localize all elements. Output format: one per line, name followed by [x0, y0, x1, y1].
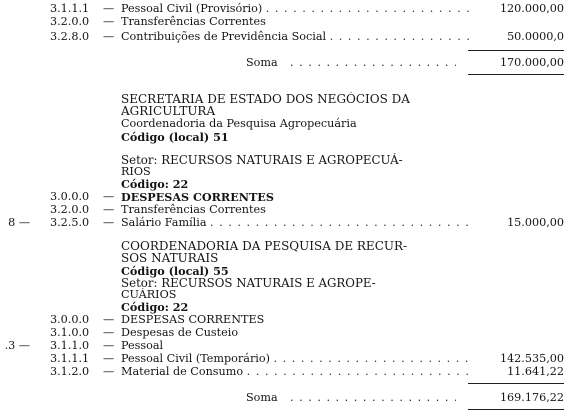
row-amount: 142.535,00: [499, 352, 564, 365]
row-dash: —: [103, 2, 115, 15]
setor-line-cont: RIOS: [121, 165, 151, 178]
row-amount: 120.000,00: [499, 2, 564, 15]
section-subheading: Coordenadoria da Pesquisa Agropecuária: [121, 117, 357, 130]
budget-row: [0, 30, 578, 44]
row-code: 3.0.0.0: [50, 313, 90, 326]
section-heading: COORDENADORIA DA PESQUISA DE RECUR-: [121, 239, 408, 253]
row-dash: —: [103, 365, 115, 378]
row-desc: Salário Família . . .: [121, 216, 470, 230]
sum-leader: [290, 391, 456, 405]
row-dash: —: [103, 216, 115, 229]
row-desc: Pessoal Civil (Provisório) . . .: [121, 2, 470, 16]
sum-rule-bottom: [468, 409, 564, 410]
sum-rule-bottom: [468, 74, 564, 75]
row-desc: Transferências Correntes: [121, 15, 266, 28]
row-desc: DESPESAS CORRENTES: [121, 190, 274, 204]
codigo: Código: 22: [121, 177, 189, 191]
row-code: 3.1.2.0: [50, 365, 90, 378]
sum-leader: [290, 56, 456, 70]
sum-rule: [468, 50, 564, 51]
budget-row: [0, 339, 578, 353]
row-desc: Pessoal: [121, 339, 164, 352]
sum-row: [0, 56, 578, 70]
section-heading-cont: SOS NATURAIS: [121, 251, 219, 265]
setor-line: Setor: RECURSOS NATURAIS E AGROPECUÁ-: [121, 153, 403, 167]
codigo-local: Código (local) 55: [121, 264, 229, 278]
row-desc: Transferências Correntes: [121, 203, 266, 216]
codigo-local: Código (local) 51: [121, 130, 229, 144]
row-code: 3.1.0.0: [50, 326, 90, 339]
sum-label: Soma: [246, 391, 278, 404]
row-dash: —: [103, 190, 115, 203]
row-code: 3.2.5.0: [50, 216, 90, 229]
budget-row: [0, 313, 578, 327]
setor-line: Setor: RECURSOS NATURAIS E AGROPE-: [121, 276, 376, 290]
row-code: 3.2.0.0: [50, 203, 90, 216]
row-dash: —: [103, 326, 115, 339]
sum-row: [0, 391, 578, 405]
codigo: Código: 22: [121, 300, 189, 314]
row-dash: —: [103, 30, 115, 43]
budget-row: [0, 216, 578, 230]
row-desc: Pessoal Civil (Temporário) . . .: [121, 352, 470, 366]
row-code: 3.1.1.1: [50, 2, 90, 15]
row-dash: —: [103, 203, 115, 216]
section-heading: SECRETARIA DE ESTADO DOS NEGÓCIOS DA: [121, 92, 410, 106]
setor-line-cont: CUÁRIOS: [121, 288, 177, 301]
sum-value: 170.000,00: [499, 56, 564, 69]
row-prefix: 8 —: [8, 216, 30, 229]
sum-label: Soma: [246, 56, 278, 69]
budget-row: [0, 326, 578, 340]
row-amount: 11.641,22: [507, 365, 564, 378]
section-heading-cont: AGRICULTURA: [121, 104, 216, 118]
row-code: 3.0.0.0: [50, 190, 90, 203]
row-dash: —: [103, 313, 115, 326]
budget-row: [0, 365, 578, 379]
row-desc: Contribuições de Previdência Social . . .: [121, 30, 470, 44]
row-code: 3.2.0.0: [50, 15, 90, 28]
row-amount: 15.000,00: [507, 216, 564, 229]
row-dash: —: [103, 15, 115, 28]
row-desc: Material de Consumo . . .: [121, 365, 470, 379]
row-amount: 50.0000,0: [507, 30, 564, 43]
sum-value: 169.176,22: [499, 391, 564, 404]
budget-row: [0, 352, 578, 366]
row-prefix: .3 —: [4, 339, 30, 352]
budget-row: [0, 190, 578, 204]
row-code: 3.2.8.0: [50, 30, 90, 43]
budget-row: [0, 2, 578, 16]
row-desc: Despesas de Custeio: [121, 326, 239, 339]
budget-row: [0, 15, 578, 29]
row-dash: —: [103, 352, 115, 365]
row-desc: DESPESAS CORRENTES: [121, 313, 265, 326]
budget-row: [0, 203, 578, 217]
row-dash: —: [103, 339, 115, 352]
row-code: 3.1.1.1: [50, 352, 90, 365]
sum-rule: [468, 383, 564, 384]
row-code: 3.1.1.0: [50, 339, 90, 352]
